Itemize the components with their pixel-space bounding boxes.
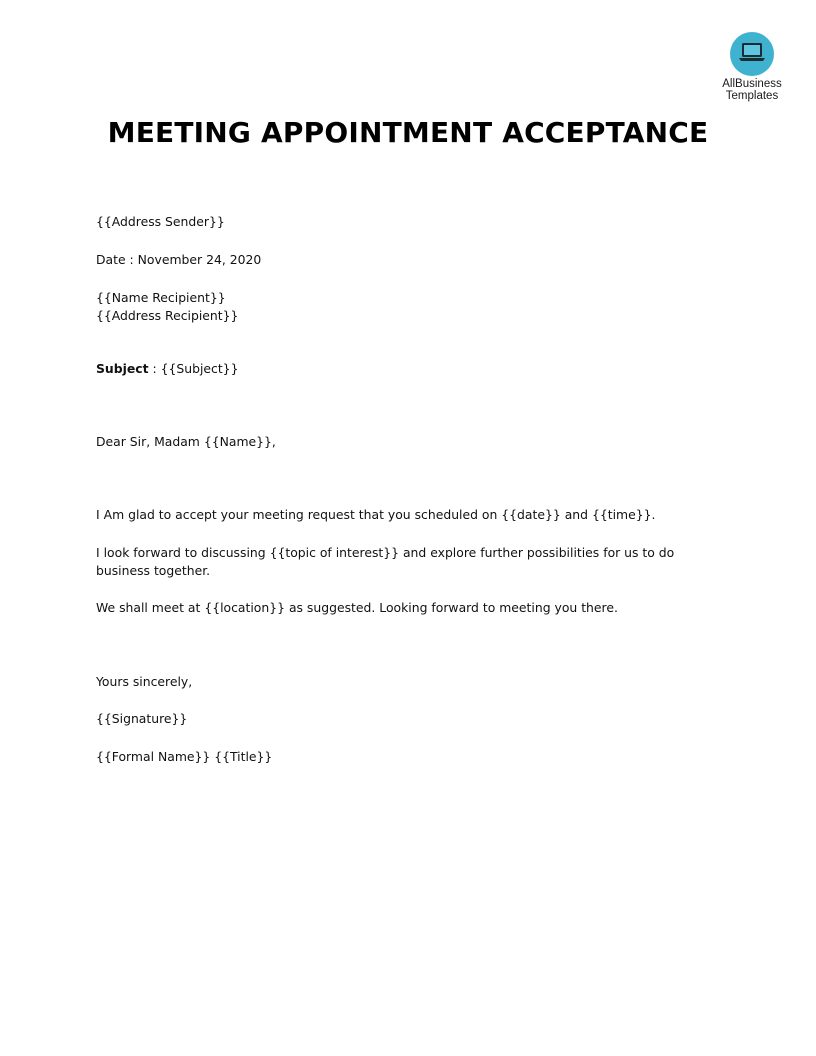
closing: Yours sincerely, [96, 674, 193, 689]
paragraph-3: We shall meet at {{location}} as suggested. Looking forward to meeting you there. [96, 600, 618, 615]
brand-logo [712, 32, 792, 102]
salutation: Dear Sir, Madam {{Name}}, [96, 434, 276, 449]
subject-line [96, 360, 238, 378]
subject-value: : {{Subject}} [148, 361, 239, 376]
subject-label: Subject [96, 361, 149, 376]
date-line: Date : November 24, 2020 [96, 252, 262, 267]
name-recipient: {{Name Recipient}} [96, 290, 226, 305]
logo-text [712, 78, 792, 102]
signature: {{Signature}} [96, 711, 188, 726]
paragraph-2: I look forward to discussing {{topic of interest}} and explore further possibilities for us to do business together. [96, 545, 675, 578]
address-sender: {{Address Sender}} [96, 214, 225, 229]
document-title: MEETING APPOINTMENT ACCEPTANCE [107, 116, 709, 149]
paragraph-1: I Am glad to accept your meeting request that you scheduled on {{date}} and {{time}}. [96, 507, 656, 522]
logo-line-1: AllBusiness [722, 78, 782, 90]
formal-name: {{Formal Name}} {{Title}} [96, 749, 273, 764]
logo-line-2: Templates [725, 90, 779, 102]
address-recipient: {{Address Recipient}} [96, 308, 239, 323]
laptop-icon [730, 32, 774, 76]
